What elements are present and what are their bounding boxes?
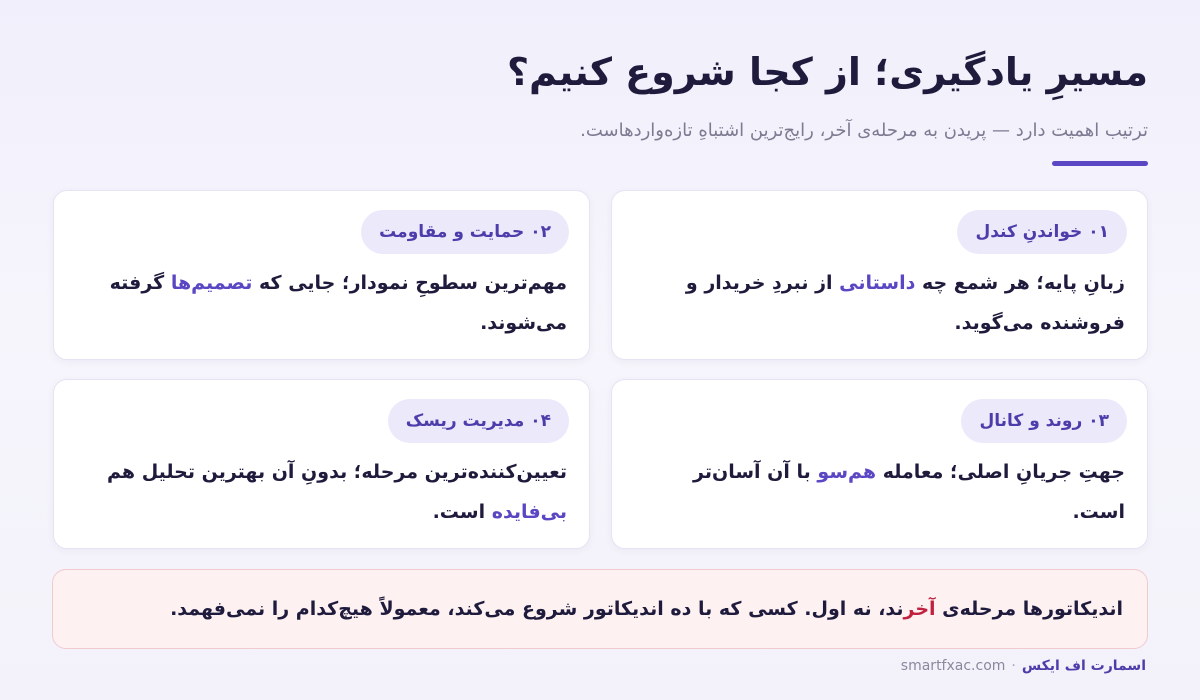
step-badge-4 bbox=[388, 399, 569, 443]
note-text-end: ند، نه اول. کسی که با ده اندیکاتور شروع می‌کند، معمولاً هیچ‌کدام را نمی‌فهمد. bbox=[170, 598, 904, 620]
step-highlight-2: تصمیم‌ها bbox=[170, 272, 253, 294]
step-highlight-4: بی‌فایده bbox=[491, 501, 567, 523]
step-label-2: حمایت و مقاومت bbox=[379, 222, 525, 242]
step-description-3 bbox=[634, 452, 1125, 532]
step-text-3-end: با آن آسان‌تر است. bbox=[693, 461, 1125, 523]
step-number-3: ۰۳ bbox=[1088, 411, 1109, 431]
footer bbox=[901, 656, 1146, 676]
step-number-1: ۰۱ bbox=[1088, 222, 1109, 242]
step-text-2-end: گرفته می‌شوند. bbox=[109, 272, 567, 334]
step-label-3: روند و کانال bbox=[979, 411, 1083, 431]
step-label-4: مدیریت ریسک bbox=[405, 411, 525, 431]
step-card-1 bbox=[611, 190, 1148, 360]
step-number-4: ۰۴ bbox=[530, 411, 551, 431]
step-description-4 bbox=[76, 452, 567, 532]
step-label-1: خواندنِ کندل bbox=[975, 222, 1083, 242]
step-highlight-1: داستانی bbox=[839, 272, 916, 294]
note-text-start: اندیکاتورها مرحله‌ی bbox=[935, 598, 1123, 620]
step-text-2-start: مهم‌ترین سطوحِ نمودار؛ جایی که bbox=[252, 272, 567, 294]
step-text-1-end: از نبردِ خریدار و فروشنده می‌گوید. bbox=[685, 272, 1125, 334]
page-title: مسیرِ یادگیری؛ از کجا شروع کنیم؟ bbox=[506, 50, 1148, 94]
page-subtitle: ترتیب اهمیت دارد — پریدن به مرحله‌ی آخر، رایج‌ترین اشتباهِ تازه‌واردهاست. bbox=[580, 120, 1148, 141]
step-badge-2 bbox=[361, 210, 569, 254]
step-card-4 bbox=[53, 379, 590, 549]
note-highlight: آخر bbox=[903, 598, 936, 620]
footer-site-link[interactable]: smartfxac.com bbox=[900, 658, 1006, 674]
step-badge-3 bbox=[961, 399, 1127, 443]
title-accent-bar bbox=[1052, 161, 1148, 166]
step-badge-1 bbox=[957, 210, 1127, 254]
step-number-2: ۰۲ bbox=[530, 222, 551, 242]
step-card-2 bbox=[53, 190, 590, 360]
footer-separator: · bbox=[1011, 658, 1016, 674]
step-description-1 bbox=[634, 263, 1125, 343]
step-text-4-start: تعیین‌کننده‌ترین مرحله؛ بدونِ آن بهترین تحلیل هم bbox=[107, 461, 567, 483]
footer-brand: اسمارت اف ایکس bbox=[1021, 658, 1146, 674]
step-card-3 bbox=[611, 379, 1148, 549]
step-text-4-end: است. bbox=[432, 501, 492, 523]
step-highlight-3: هم‌سو bbox=[817, 461, 877, 483]
indicator-warning-note bbox=[52, 569, 1148, 649]
step-text-3-start: جهتِ جریانِ اصلی؛ معامله bbox=[876, 461, 1125, 483]
step-description-2 bbox=[76, 263, 567, 343]
step-text-1-start: زبانِ پایه؛ هر شمع چه bbox=[915, 272, 1125, 294]
